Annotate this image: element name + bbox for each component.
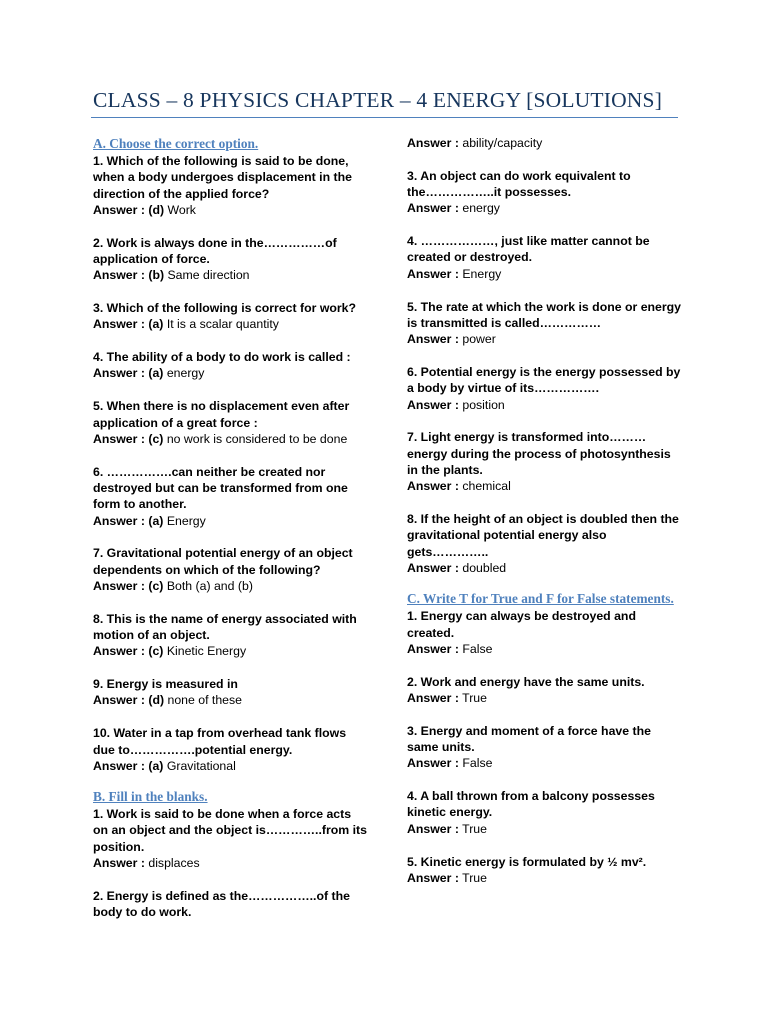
answer-text: chemical [462, 479, 511, 494]
answer-label: Answer : [407, 136, 459, 150]
question-item [407, 854, 682, 887]
answer-text: False [462, 641, 493, 656]
question-item [93, 153, 368, 218]
question-text: 7. Gravitational potential energy of an object dependents on which of the following? [93, 546, 353, 577]
question-text: 4. ………………, just like matter cannot be created or destroyed. [407, 234, 650, 265]
answer-option: (b) [148, 268, 165, 283]
answer-line [407, 200, 682, 216]
question-text: 2. Energy is defined as the……………..of the body to do work. [93, 888, 350, 920]
answer-line [93, 855, 368, 871]
answer-label: Answer : [407, 332, 459, 347]
answer-option: (d) [148, 693, 165, 708]
answer-label: Answer : [407, 560, 459, 575]
answer-line [407, 135, 682, 151]
answer-line [407, 560, 682, 576]
answer-line [407, 870, 682, 886]
answer-text: energy [462, 201, 500, 216]
question-item [407, 723, 682, 772]
question-item [407, 429, 682, 494]
answer-label: Answer : [93, 758, 145, 773]
answer-line [93, 758, 368, 774]
page-title: CLASS – 8 PHYSICS CHAPTER – 4 ENERGY [SOLUTIONS] [93, 88, 663, 112]
answer-text: Both (a) and (b) [166, 578, 253, 593]
answer-option: (a) [148, 513, 164, 528]
question-item [407, 788, 682, 837]
answer-text: Energy [166, 513, 206, 528]
question-item [93, 300, 368, 333]
answer-text: energy [166, 366, 205, 381]
answer-label: Answer : [407, 756, 459, 771]
answer-label: Answer : [93, 644, 145, 659]
answer-line [407, 690, 682, 706]
answer-label: Answer : [407, 479, 459, 494]
answer-text: True [462, 690, 487, 705]
question-item [407, 233, 682, 282]
question-item [93, 349, 368, 382]
answer-label: Answer : [407, 201, 459, 216]
question-text: 4. The ability of a body to do work is called : [93, 350, 351, 365]
answer-label: Answer : [93, 856, 145, 870]
left-column [93, 135, 368, 937]
answer-text: False [462, 756, 493, 771]
question-item [93, 611, 368, 660]
question-item [407, 608, 682, 657]
answer-label: Answer : [93, 268, 145, 283]
answer-line [407, 821, 682, 837]
question-item [93, 806, 368, 871]
section-b-heading: B. Fill in the blanks. [93, 789, 208, 805]
question-text: 6. …………….can neither be created nor destroyed but can be transformed from one form to another. [93, 464, 348, 512]
answer-text: doubled [462, 560, 507, 575]
question-text: 1. Work is said to be done when a force acts on an object and the object is…………..from its position. [93, 807, 367, 854]
question-text: 2. Work is always done in the……………of application of force. [93, 235, 337, 266]
right-column [407, 135, 682, 903]
answer-label: Answer : [93, 202, 145, 217]
answer-line [407, 641, 682, 657]
answer-text: Kinetic Energy [166, 644, 247, 659]
question-item [407, 168, 682, 217]
answer-text: It is a scalar quantity [166, 317, 279, 332]
answer-line [93, 202, 368, 218]
answer-line [93, 643, 368, 659]
answer-line [407, 755, 682, 771]
answer-text: ability/capacity [462, 136, 543, 150]
question-text: 1. Which of the following is said to be done, when a body undergoes displacement in the direction of the applied force? [93, 154, 352, 201]
answer-label: Answer : [407, 870, 459, 885]
question-item [93, 676, 368, 709]
answer-label: Answer : [407, 821, 459, 836]
answer-label: Answer : [407, 641, 459, 656]
answer-line [407, 397, 682, 413]
answer-label: Answer : [93, 366, 145, 381]
answer-label: Answer : [93, 578, 145, 593]
question-item [407, 674, 682, 707]
answer-line [93, 431, 368, 447]
answer-text: none of these [167, 693, 243, 708]
answer-text: no work is considered to be done [166, 431, 348, 446]
question-text: 10. Water in a tap from overhead tank flows due to…………….potential energy. [93, 726, 347, 757]
question-text: 7. Light energy is transformed into………energy during the process of photosynthesis in the plants. [407, 430, 671, 477]
question-text: 5. When there is no displacement even after application of a great force : [93, 399, 350, 430]
answer-text: True [462, 821, 487, 836]
question-text: 5. Kinetic energy is formulated by ½ mv². [407, 854, 647, 869]
question-text: 4. A ball thrown from a balcony possesses kinetic energy. [407, 789, 655, 820]
answer-label: Answer : [93, 431, 145, 446]
answer-line [93, 513, 368, 529]
answer-option: (a) [148, 758, 164, 773]
answer-line [407, 331, 682, 347]
answer-continuation [407, 135, 682, 151]
answer-label: Answer : [93, 693, 145, 708]
answer-option: (d) [148, 202, 165, 217]
answer-label: Answer : [407, 266, 459, 281]
question-item [93, 464, 368, 529]
title-underline [91, 117, 678, 118]
answer-text: Gravitational [166, 758, 236, 773]
question-text: 5. The rate at which the work is done or energy is transmitted is called…………… [407, 299, 682, 330]
answer-option: (c) [148, 644, 164, 659]
answer-label: Answer : [93, 513, 145, 528]
question-text: 3. Energy and moment of a force have the same units. [407, 723, 651, 755]
answer-option: (c) [148, 431, 164, 446]
question-item [407, 364, 682, 413]
question-item [93, 398, 368, 447]
question-text: 6. Potential energy is the energy possessed by a body by virtue of its……………. [407, 364, 681, 396]
question-text: 8. This is the name of energy associated with motion of an object. [93, 611, 357, 643]
answer-line [407, 266, 682, 282]
answer-text: power [462, 332, 496, 347]
answer-text: Same direction [167, 268, 250, 283]
answer-text: position [462, 397, 505, 412]
answer-line [93, 692, 368, 708]
answer-label: Answer : [93, 317, 145, 332]
answer-option: (a) [148, 317, 164, 332]
section-a-heading: A. Choose the correct option. [93, 136, 259, 151]
answer-text: Work [167, 202, 196, 217]
answer-line [93, 267, 368, 283]
answer-text: True [462, 870, 487, 885]
question-text: 9. Energy is measured in [93, 677, 238, 692]
answer-line [93, 316, 368, 332]
question-item [93, 235, 368, 284]
answer-line [93, 578, 368, 594]
question-text: 2. Work and energy have the same units. [407, 674, 645, 689]
answer-line [93, 365, 368, 381]
question-item [407, 511, 682, 576]
question-text: 3. Which of the following is correct for work? [93, 301, 357, 316]
answer-option: (c) [148, 578, 164, 593]
section-c-heading: C. Write T for True and F for False statements. [407, 591, 674, 607]
answer-label: Answer : [407, 397, 459, 412]
question-text: 1. Energy can always be destroyed and created. [407, 609, 636, 640]
question-item [93, 725, 368, 774]
question-item [407, 299, 682, 348]
question-text: 8. If the height of an object is doubled then the gravitational potential energy also gets………….. [407, 512, 679, 559]
answer-option: (a) [148, 366, 164, 381]
answer-text: Energy [462, 266, 502, 281]
question-item [93, 888, 368, 921]
answer-line [407, 478, 682, 494]
answer-label: Answer : [407, 690, 459, 705]
answer-text: displaces [148, 856, 200, 870]
question-item [93, 545, 368, 594]
question-text: 3. An object can do work equivalent to the……………..it possesses. [407, 168, 631, 200]
